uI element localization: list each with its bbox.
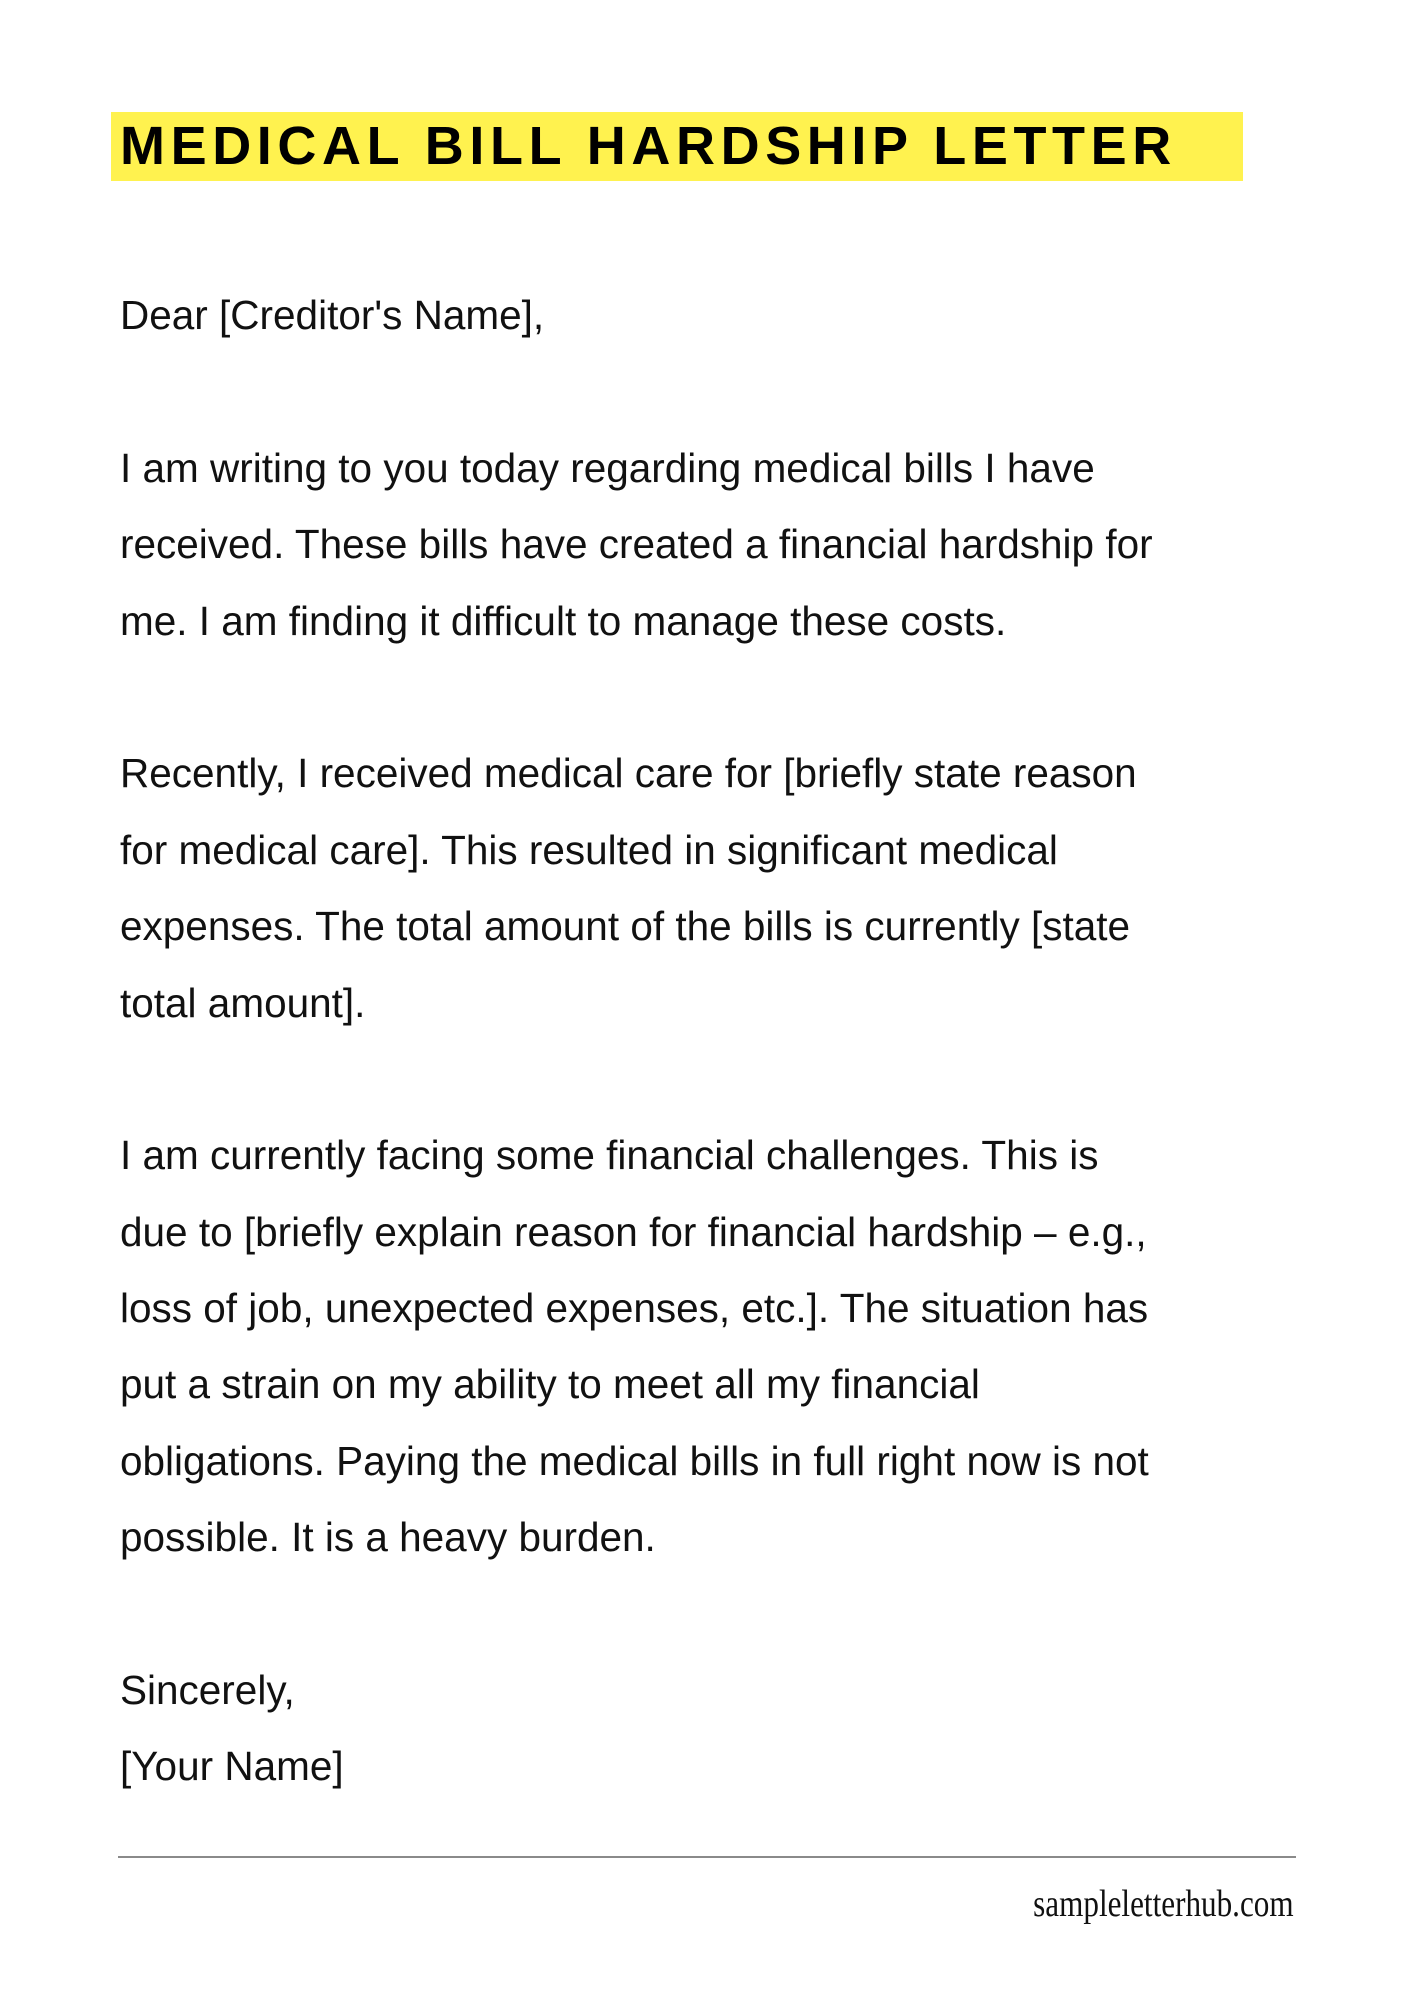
paragraph-line: I am currently facing some financial challenges. This is bbox=[120, 1132, 1099, 1179]
paragraph-spacer bbox=[120, 1576, 1400, 1652]
signature-placeholder: [Your Name] bbox=[120, 1743, 344, 1790]
paragraph-line: received. These bills have created a financial hardship for bbox=[120, 521, 1153, 568]
paragraph-line: Recently, I received medical care for [briefly state reason bbox=[120, 750, 1137, 797]
title-highlight bbox=[111, 112, 1243, 181]
salutation: Dear [Creditor's Name], bbox=[120, 292, 545, 338]
paragraph-spacer bbox=[120, 659, 1400, 735]
paragraph-line: obligations. Paying the medical bills in full right now is not bbox=[120, 1437, 1149, 1484]
paragraph-line: possible. It is a heavy burden. bbox=[120, 1514, 656, 1561]
paragraph-line: put a strain on my ability to meet all my financial bbox=[120, 1361, 980, 1408]
paragraph-1 bbox=[120, 430, 1400, 659]
paragraph-spacer bbox=[120, 1041, 1400, 1117]
paragraph-line: loss of job, unexpected expenses, etc.]. The situation has bbox=[120, 1285, 1149, 1332]
paragraph-line: for medical care]. This resulted in significant medical bbox=[120, 826, 1058, 873]
document-title: MEDICAL BILL HARDSHIP LETTER bbox=[120, 116, 1177, 176]
closing: Sincerely, bbox=[120, 1667, 295, 1714]
paragraph-line: due to [briefly explain reason for financial hardship – e.g., bbox=[120, 1208, 1147, 1255]
paragraph-line: me. I am finding it difficult to manage these costs. bbox=[120, 597, 1007, 644]
footer-divider bbox=[118, 1856, 1296, 1858]
paragraph-line: expenses. The total amount of the bills is currently [state bbox=[120, 903, 1131, 950]
paragraph-3 bbox=[120, 1117, 1400, 1575]
paragraph-spacer bbox=[120, 353, 1400, 429]
paragraph-line: I am writing to you today regarding medical bills I have bbox=[120, 444, 1095, 491]
footer-brand: sampleletterhub.com bbox=[1033, 1883, 1294, 1925]
paragraph-2 bbox=[120, 735, 1400, 1041]
paragraph-line: total amount]. bbox=[120, 979, 366, 1026]
letter-body bbox=[120, 277, 1400, 1805]
